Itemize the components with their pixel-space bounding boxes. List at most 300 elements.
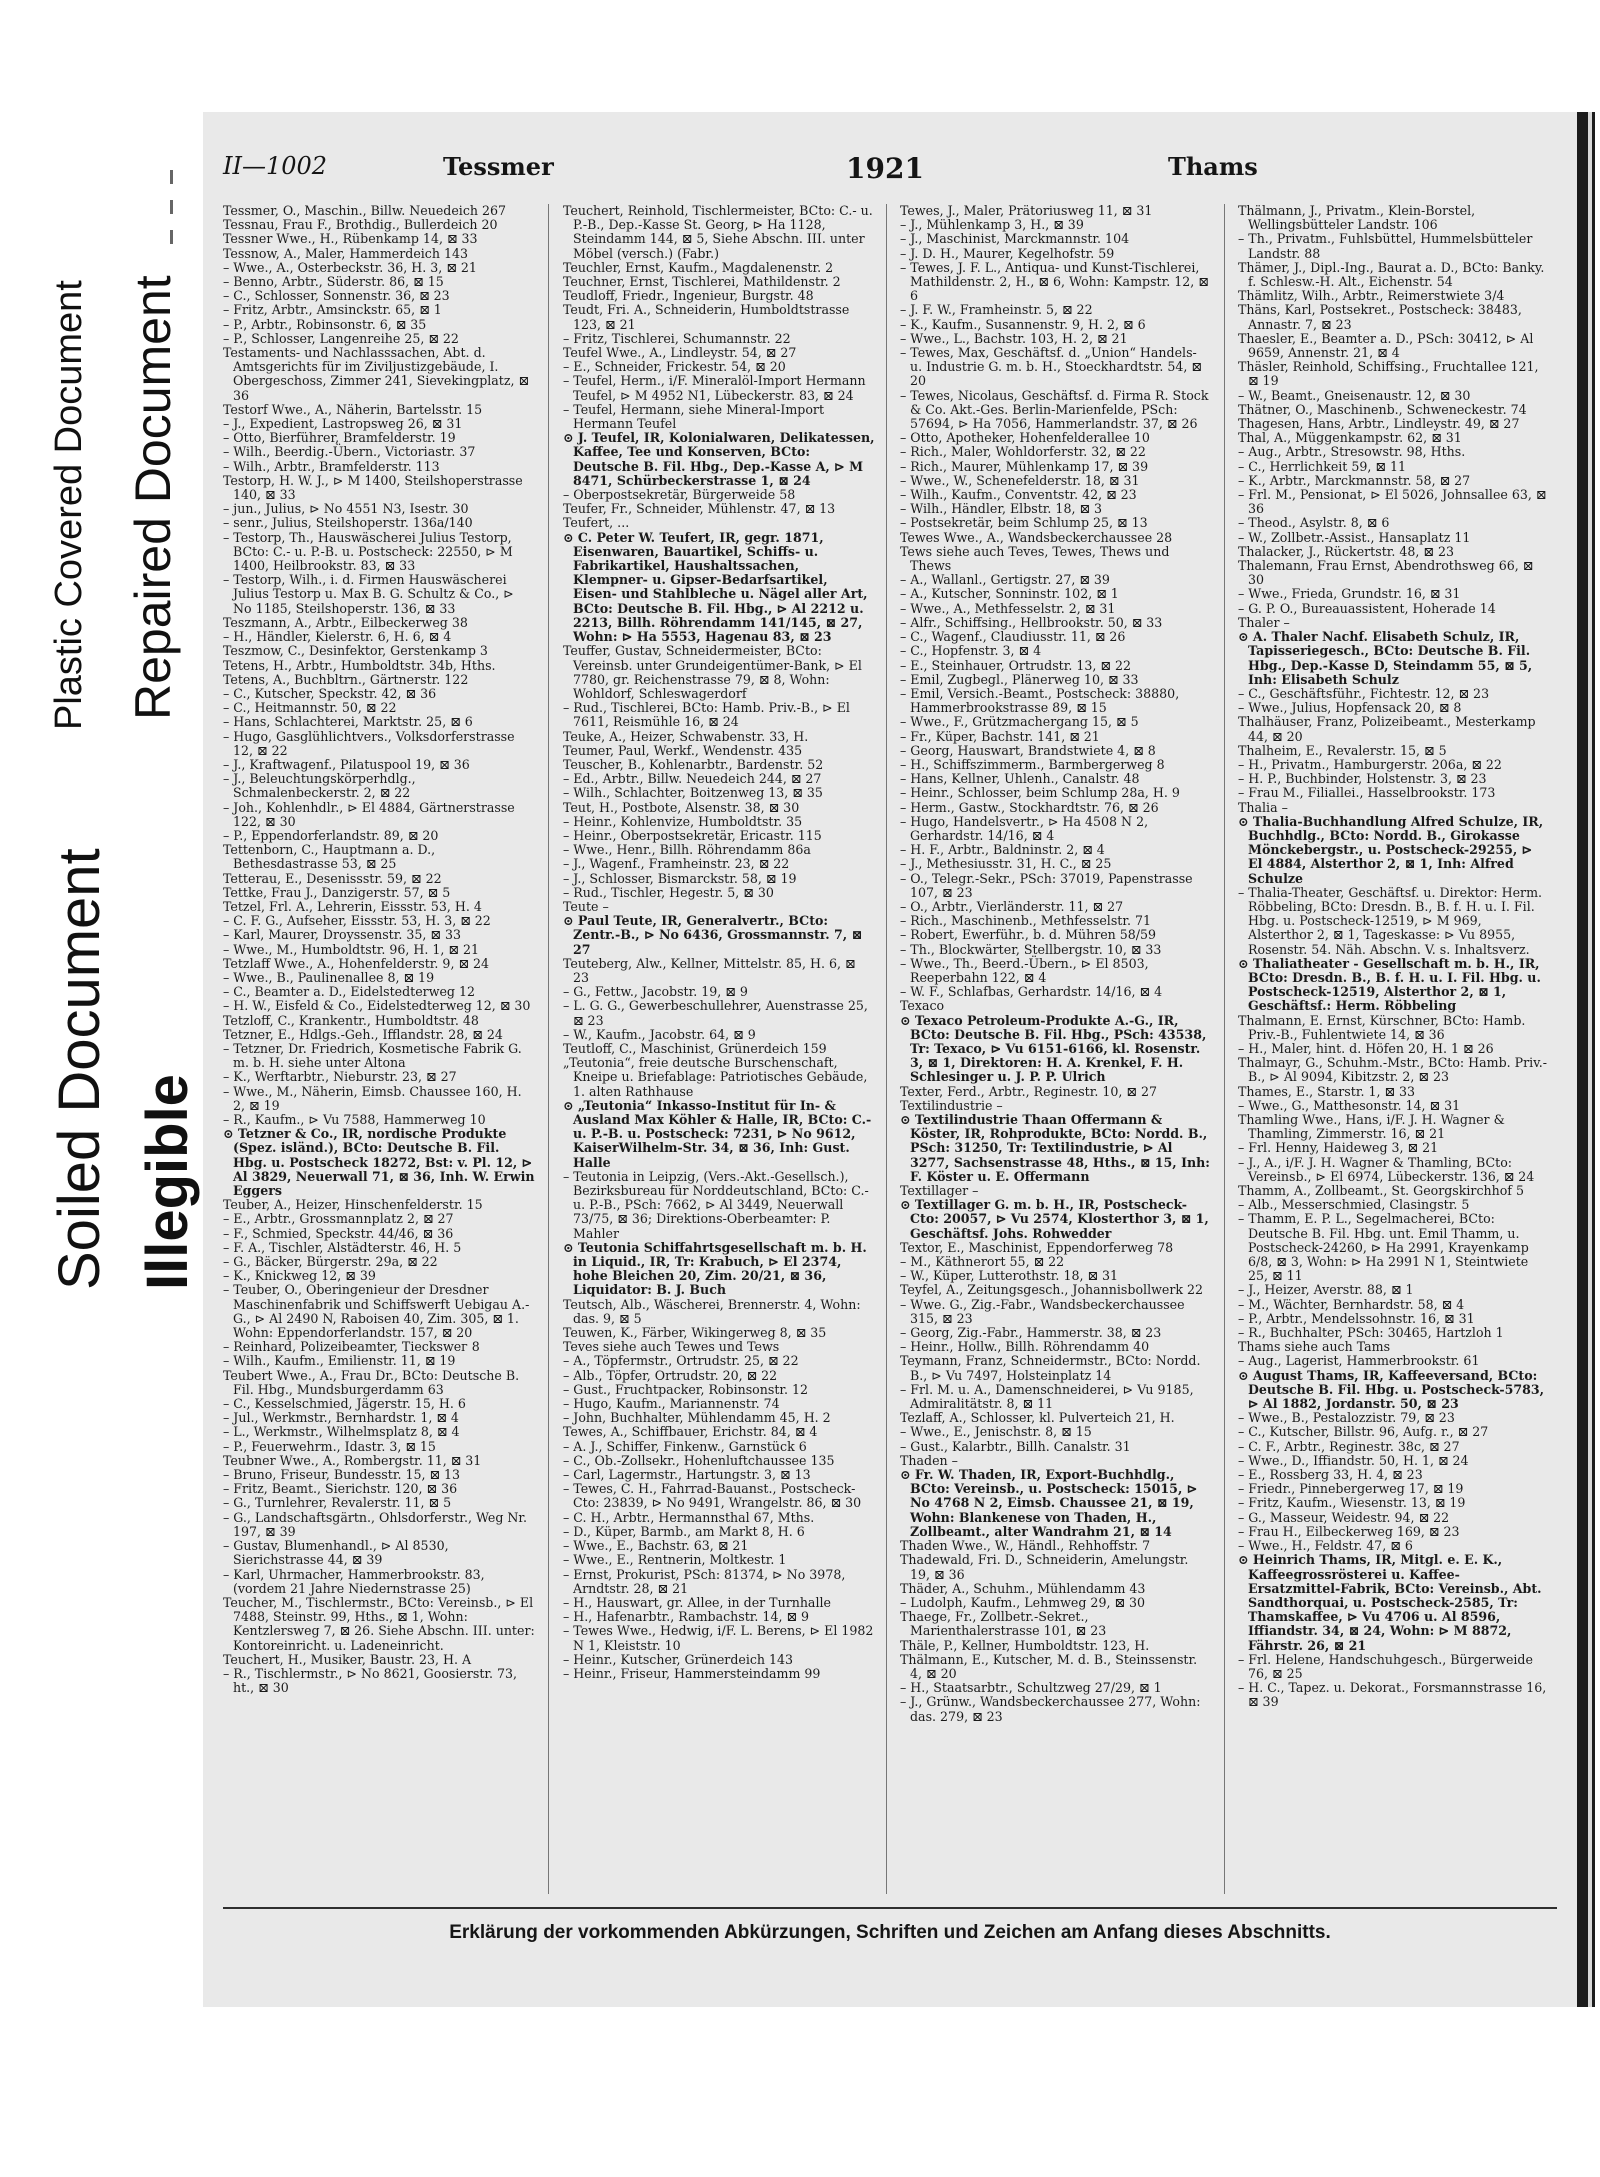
directory-entry: – Alb., Messerschmied, Clasingstr. 5: [1238, 1197, 1470, 1213]
directory-entry: Tessnow, A., Maler, Hammerdeich 143: [223, 245, 469, 261]
directory-entry: Teuchler, Ernst, Kaufm., Magdalenenstr. 2: [563, 259, 834, 275]
directory-entry: – Wwe. G., Zig.-Fabr., Wandsbeckerchaussee 315, ⊠ 23: [900, 1296, 1185, 1326]
directory-entry: – C., Heitmannstr. 50, ⊠ 22: [223, 700, 397, 716]
directory-column-1: [223, 204, 535, 1899]
directory-entry: – Wwe., Frieda, Grundstr. 16, ⊠ 31: [1238, 586, 1461, 602]
directory-entry: – J., Beleuchtungskörperhdlg., Schmalenbeckerstr. 2, ⊠ 22: [223, 771, 416, 801]
header-year: 1921: [846, 152, 924, 185]
label-illegible: Illegible: [135, 1074, 200, 1290]
directory-entry: – Gust., Kalarbtr., Billh. Canalstr. 31: [900, 1438, 1131, 1454]
directory-entry: – Wwe., D., Iffiandstr. 50, H. 1, ⊠ 24: [1238, 1452, 1469, 1468]
footer-note: Erklärung der vorkommenden Abkürzungen, Schriften und Zeichen am Anfang dieses Abschnitts.: [449, 1922, 1331, 1943]
directory-entry: – C., Kesselschmied, Jägerstr. 15, H. 6: [223, 1396, 466, 1412]
directory-entry: Testorp, H. W. J., ⊳ M 1400, Steilshoperstrasse 140, ⊠ 33: [223, 472, 523, 503]
directory-entry: – Ed., Arbtr., Billw. Neuedeich 244, ⊠ 27: [563, 771, 822, 787]
directory-entry: – Teufel, Herm., i/F. Mineralöl-Import Hermann Teufel, ⊳ M 4952 N1, Lübeckerstr. 83, ⊠ 24: [563, 373, 866, 403]
directory-entry: – H. F., Arbtr., Baldninstr. 2, ⊠ 4: [900, 842, 1105, 858]
directory-entry: – H., Staatsarbtr., Schultzweg 27/29, ⊠ 1: [900, 1680, 1162, 1696]
directory-entry: Thäsler, Reinhold, Schiffsing., Fruchtallee 121, ⊠ 19: [1238, 359, 1539, 389]
directory-entry: – Rud., Tischler, Hegestr. 5, ⊠ 30: [563, 884, 774, 900]
directory-entry: Teszmann, A., Arbtr., Eilbeckerweg 38: [223, 614, 468, 630]
directory-entry: Thäle, P., Kellner, Humboldtstr. 123, H.: [900, 1637, 1150, 1653]
directory-entry: ⊙ J. Teufel, IR, Kolonialwaren, Delikatessen, Kaffee, Tee und Konserven, BCto: Deutsche B. Fil. Hbg., Dep.-Kasse A, ⊳ M 8471, Schürbeckerstrasse 1, ⊠ 24: [563, 430, 875, 488]
directory-entry: – Testorp, Wilh., i. d. Firmen Hauswäscherei Julius Testorp u. Max B. G. Schultz & Co., ⊳ No 1185, Steilshoperstr. 136, ⊠ 33: [223, 572, 514, 616]
directory-entry: – P., Feuerwehrm., Idastr. 3, ⊠ 15: [223, 1438, 436, 1454]
directory-column-4: [1238, 204, 1550, 1899]
directory-entry: – O., Telegr.-Sekr., PSch: 37019, Papenstrasse 107, ⊠ 23: [900, 870, 1193, 900]
directory-entry: ⊙ Thalia-Buchhandlung Alfred Schulze, IR, Buchhdlg., BCto: Nordd. B., Girokasse Mönckebergstr., u. Postscheck-29255, ⊳ El 4884, Alsterthor 2, ⊠ 1, Inh: Alfred Schulze: [1238, 813, 1544, 886]
directory-entry: – Karl, Maurer, Droyssenstr. 35, ⊠ 33: [223, 927, 461, 943]
directory-entry: Thamm, A., Zollbeamt., St. Georgskirchhof 5: [1238, 1183, 1524, 1199]
directory-entry: – Teuber, O., Oberingenieur der Dresdner Maschinenfabrik und Schiffswerft Uebigau A.-G., ⊳ Al 2490 N, Raboisen 40, Zim. 305, ⊠ 1. Wohn: Eppendorferlandstr. 157, ⊠ 20: [223, 1282, 530, 1341]
directory-entry: – Emil, Versich.-Beamt., Postscheck: 38880, Hammerbrookstrasse 89, ⊠ 15: [900, 685, 1180, 716]
directory-entry: – K., Kaufm., Susannenstr. 9, H. 2, ⊠ 6: [900, 316, 1146, 332]
directory-entry: ⊙ Tetzner & Co., IR, nordische Produkte (Spez. isländ.), BCto: Deutsche B. Fil. Hbg. u. Postscheck 18272, Bst: v. Pl. 12, ⊳ Al 3829, Neuerwall 71, ⊠ 36, Inh. W. Erwin Eggers: [223, 1126, 535, 1199]
directory-entry: Tewes, J., Maler, Prätoriusweg 11, ⊠ 31: [900, 204, 1153, 218]
directory-entry: ⊙ Heinrich Thams, IR, Mitgl. e. E. K., Kaffeegrossrösterei u. Kaffee-Ersatzmittel-Fabrik, BCto: Vereinsb., Abt. Sandthorquai, u. Postscheck-2585, Tr: Thamskaffee, ⊳ Vu 4706 u. Al 8596, Iffiandstr. 34, ⊠ 24, Wohn: ⊳ M 8872, Fährstr. 26, ⊠ 21: [1238, 1552, 1542, 1653]
directory-entry: Thälmann, J., Privatm., Klein-Borstel, Wellingsbütteler Landstr. 106: [1238, 204, 1476, 233]
directory-entry: – Heinr., Kohlenvize, Humboldtstr. 35: [563, 813, 803, 829]
directory-entry: – jun., Julius, ⊳ No 4551 N3, Isestr. 30: [223, 501, 469, 517]
directory-entry: Tetens, A., Buchbltrn., Gärtnerstr. 122: [223, 671, 469, 687]
directory-entry: Thaden Wwe., W., Händl., Rehhoffstr. 7: [900, 1538, 1151, 1554]
directory-entry: Tetens, H., Arbtr., Humboldtstr. 34b, Hths.: [223, 657, 496, 673]
directory-entry: Tessnau, Frau F., Brothdig., Bullerdeich 20: [223, 217, 498, 233]
margin-dash: [170, 230, 173, 244]
directory-entry: – Heinr., Schlosser, beim Schlump 28a, H. 9: [900, 785, 1180, 801]
directory-entry: – H., Händler, Kielerstr. 6, H. 6, ⊠ 4: [223, 629, 452, 645]
directory-entry: Teufer, Fr., Schneider, Mühlenstr. 47, ⊠ 13: [563, 501, 836, 517]
directory-entry: Thaesler, E., Beamter a. D., PSch: 30412, ⊳ Al 9659, Annenstr. 21, ⊠ 4: [1238, 330, 1534, 361]
directory-entry: – Hans, Kellner, Uhlenh., Canalstr. 48: [900, 771, 1140, 787]
directory-entry: Teufert, ...: [563, 515, 630, 531]
page-edge-shadow: [1577, 112, 1595, 2007]
directory-entry: Teudt, Fri. A., Schneiderin, Humboldtstrasse 123, ⊠ 21: [563, 302, 850, 332]
directory-entry: Thalmayr, G., Schuhm.-Mstr., BCto: Hamb. Priv.-B., ⊳ Al 9094, Kibitzstr. 2, ⊠ 23: [1238, 1055, 1548, 1085]
directory-entry: Teuchert, H., Musiker, Baustr. 23, H. A: [223, 1651, 472, 1667]
directory-entry: – Frau H., Eilbeckerweg 169, ⊠ 23: [1238, 1523, 1460, 1539]
directory-entry: – John, Buchhalter, Mühlendamm 45, H. 2: [563, 1410, 831, 1426]
directory-entry: – P., Eppendorferlandstr. 89, ⊠ 20: [223, 827, 439, 843]
directory-entry: – L. G. G., Gewerbeschullehrer, Auenstrasse 25, ⊠ 23: [563, 998, 868, 1028]
directory-entry: – J. D. H., Maurer, Kegelhofstr. 59: [900, 245, 1115, 261]
directory-entry: – J., Kraftwagenf., Pilatuspool 19, ⊠ 36: [223, 756, 470, 772]
directory-entry: Textillager –: [900, 1183, 979, 1199]
directory-entry: – Wwe., H., Feldstr. 47, ⊠ 6: [1238, 1538, 1413, 1554]
directory-entry: – Wwe., Th., Beerd.-Übern., ⊳ El 8503, Reeperbahn 122, ⊠ 4: [900, 955, 1149, 985]
directory-entry: Tetzlaff Wwe., A., Hohenfelderstr. 9, ⊠ 24: [223, 955, 490, 971]
directory-entry: – M., Käthnerort 55, ⊠ 22: [900, 1254, 1065, 1270]
directory-entry: – F., Schmied, Speckstr. 44/46, ⊠ 36: [223, 1225, 454, 1241]
directory-entry: Teufel Wwe., A., Lindleystr. 54, ⊠ 27: [563, 345, 797, 361]
directory-entry: – Frau M., Filiallei., Hasselbrookstr. 173: [1238, 785, 1496, 801]
page-number: II—1002: [223, 152, 328, 180]
directory-entry: – Fritz, Kaufm., Wiesenstr. 13, ⊠ 19: [1238, 1495, 1466, 1511]
directory-entry: ⊙ Teutonia Schiffahrtsgesellschaft m. b. H. in Liquid., IR, Tr: Krabuch, ⊳ El 2374, hohe Bleichen 20, Zim. 20/21, ⊠ 36, Liquidator: B. J. Buch: [563, 1239, 867, 1298]
directory-entry: – W., Kaufm., Jacobstr. 64, ⊠ 9: [563, 1026, 756, 1042]
directory-entry: – Wilh., Kaufm., Emilienstr. 11, ⊠ 19: [223, 1353, 456, 1369]
directory-column-2: [563, 204, 875, 1899]
directory-entry: – J., A., i/F. J. H. Wagner & Thamling, BCto: Vereinsb., ⊳ El 6974, Lübeckerstr. 136, ⊠ 24: [1238, 1154, 1535, 1184]
directory-entry: – H., Hauswart, gr. Allee, in der Turnhalle: [563, 1594, 831, 1610]
directory-entry: Teutloff, C., Maschinist, Grünerdeich 159: [563, 1040, 827, 1056]
label-soiled-document: Soiled Document: [47, 848, 112, 1290]
directory-entry: – J., Methesiusstr. 31, H. C., ⊠ 25: [900, 856, 1112, 872]
directory-entry: Texaco: [900, 998, 945, 1014]
directory-entry: – Theod., Asylstr. 8, ⊠ 6: [1238, 515, 1390, 531]
directory-entry: – Ludolph, Kaufm., Lehmweg 29, ⊠ 30: [900, 1594, 1146, 1610]
directory-entry: – D., Küper, Barmb., am Markt 8, H. 6: [563, 1523, 805, 1539]
directory-entry: – Wwe., G., Matthesonstr. 14, ⊠ 31: [1238, 1097, 1461, 1113]
directory-entry: – C., Schlosser, Sonnenstr. 36, ⊠ 23: [223, 288, 450, 304]
directory-entry: – Wwe., B., Paulinenallee 8, ⊠ 19: [223, 969, 435, 985]
directory-entry: – G., Turnlehrer, Revalerstr. 11, ⊠ 5: [223, 1495, 452, 1511]
directory-entry: – Wwe., Henr., Billh. Röhrendamm 86a: [563, 842, 811, 858]
directory-entry: Teyfel, A., Zeitungsgesch., Johannisbollwerk 22: [900, 1282, 1204, 1298]
header-last-entry: Thams: [1168, 152, 1258, 181]
directory-entry: – Georg, Hauswart, Brandstwiete 4, ⊠ 8: [900, 742, 1156, 758]
directory-entry: – Fritz, Arbtr., Amsinckstr. 65, ⊠ 1: [223, 302, 442, 318]
directory-entry: – Th., Blockwärter, Stellbergstr. 10, ⊠ 33: [900, 941, 1162, 957]
directory-entry: ⊙ August Thams, IR, Kaffeeversand, BCto: Deutsche B. Fil. Hbg. u. Postscheck-5783, ⊳ Al 1882, Jordanstr. 50, ⊠ 23: [1238, 1367, 1545, 1412]
directory-entry: – A., Töpfermstr., Ortrudstr. 25, ⊠ 22: [563, 1353, 799, 1369]
header-first-entry: Tessmer: [443, 152, 554, 181]
directory-entry: – J., Wagenf., Framheinstr. 23, ⊠ 22: [563, 856, 790, 872]
directory-entry: – E., Steinhauer, Ortrudstr. 13, ⊠ 22: [900, 657, 1131, 673]
directory-entry: – Wwe., Julius, Hopfensack 20, ⊠ 8: [1238, 700, 1462, 716]
directory-entry: Thäder, A., Schuhm., Mühlendamm 43: [900, 1580, 1146, 1596]
directory-entry: – H., Privatm., Hamburgerstr. 206a, ⊠ 22: [1238, 756, 1502, 772]
directory-column-3: [900, 204, 1212, 1899]
directory-entry: Testaments- und Nachlasssachen, Abt. d. Amtsgerichts für im Ziviljustizgebäude, I. Obergeschoss, Zimmer 241, Sievekingplatz, ⊠ 36: [223, 345, 530, 403]
directory-entry: – Otto, Apotheker, Hohenfelderallee 10: [900, 430, 1150, 446]
directory-entry: Teutsch, Alb., Wäscherei, Brennerstr. 4, Wohn: das. 9, ⊠ 5: [563, 1296, 861, 1326]
directory-entry: – Benno, Arbtr., Süderstr. 86, ⊠ 15: [223, 274, 444, 290]
directory-entry: – G. P. O., Bureauassistent, Hoherade 14: [1238, 600, 1496, 616]
directory-entry: – Rich., Maurer, Mühlenkamp 17, ⊠ 39: [900, 458, 1149, 474]
directory-entry: – M., Wächter, Bernhardstr. 58, ⊠ 4: [1238, 1296, 1465, 1312]
directory-entry: Teszmow, C., Desinfektor, Gerstenkamp 3: [223, 643, 488, 659]
directory-entry: – Wwe., E., Rentnerin, Moltkestr. 1: [563, 1552, 787, 1568]
directory-entry: – C., Kutscher, Billstr. 96, Aufg. r., ⊠ 27: [1238, 1424, 1489, 1440]
directory-entry: – Wwe., W., Schenefelderstr. 18, ⊠ 31: [900, 472, 1140, 488]
directory-entry: – K., Knickweg 12, ⊠ 39: [223, 1268, 376, 1284]
directory-entry: ⊙ Fr. W. Thaden, IR, Export-Buchhdlg., BCto: Vereinsb., u. Postscheck: 15015, ⊳ No 4768 N 2, Eimsb. Chaussee 21, ⊠ 19, Wohn: Blankenese von Thaden, H., Zollbeamt., alter Wandrahm 21, ⊠ 14: [900, 1467, 1198, 1539]
directory-entry: Thalacker, J., Rückertstr. 48, ⊠ 23: [1238, 543, 1455, 559]
directory-entry: Teudloff, Friedr., Ingenieur, Burgstr. 48: [563, 288, 814, 304]
directory-entry: ⊙ Textillager G. m. b. H., IR, Postscheck-Cto: 20057, ⊳ Vu 2574, Klosterthor 3, ⊠ 1, Geschäftsf. Johs. Rohwedder: [900, 1197, 1209, 1241]
directory-entry: – J., Expedient, Lastropsweg 26, ⊠ 31: [223, 416, 463, 432]
directory-entry: – G., Landschaftsgärtn., Ohlsdorferstr., Weg Nr. 197, ⊠ 39: [223, 1509, 528, 1539]
directory-entry: Teuteberg, Alw., Kellner, Mittelstr. 85, H. 6, ⊠ 23: [563, 955, 856, 985]
directory-entry: – G., Masseur, Weidestr. 94, ⊠ 22: [1238, 1509, 1450, 1525]
directory-entry: – Hugo, Kaufm., Mariannenstr. 74: [563, 1396, 780, 1412]
directory-entry: – W., Zollbetr.-Assist., Hansaplatz 11: [1238, 529, 1471, 545]
directory-entry: – senr., Julius, Steilshoperstr. 136a/140: [223, 515, 473, 531]
directory-entry: Teves siehe auch Tewes und Tews: [563, 1339, 780, 1355]
directory-entry: – Frl. M., Pensionat, ⊳ El 5026, Johnsallee 63, ⊠ 36: [1238, 487, 1547, 517]
directory-entry: – Oberpostsekretär, Bürgerweide 58: [563, 487, 796, 503]
directory-entry: ⊙ Thaliatheater - Gesellschaft m. b. H., IR, BCto: Dresdn. B., B. f. H. u. I. Fil. Hbg. u. Postscheck-12519, Alsterthor 2, ⊠ 1, Geschäftsf.: Herm. Röbbeling: [1238, 955, 1541, 1014]
column-divider: [886, 204, 887, 1894]
directory-entry: – Tewes Wwe., Hedwig, i/F. L. Berens, ⊳ El 1982 N 1, Kleiststr. 10: [563, 1623, 874, 1653]
margin-dash: [170, 170, 173, 184]
directory-entry: – H., Maler, hint. d. Höfen 20, H. 1 ⊠ 26: [1238, 1040, 1494, 1056]
directory-entry: – Gustav, Blumenhandl., ⊳ Al 8530, Sierichstrasse 44, ⊠ 39: [223, 1538, 449, 1568]
directory-entry: – Heinr., Hollw., Billh. Röhrendamm 40: [900, 1339, 1150, 1355]
directory-entry: – Frl. Helene, Handschuhgesch., Bürgerweide 76, ⊠ 25: [1238, 1651, 1533, 1681]
directory-entry: – Thamm, E. P. L., Segelmacherei, BCto: Deutsche B. Fil. Hbg. unt. Emil Thamm, u. Postscheck-24260, ⊳ Ha 2991, Krayenkamp 6/8, ⊠ 3, Wohn: ⊳ Ha 2991 N 1, Steintwiete 25, ⊠ 11: [1238, 1211, 1529, 1284]
document-condition-labels: [0, 0, 200, 2177]
directory-entry: Thadewald, Fri. D., Schneiderin, Amelungstr. 19, ⊠ 36: [900, 1552, 1189, 1582]
directory-entry: Thalhäuser, Franz, Polizeibeamt., Mesterkamp 44, ⊠ 20: [1238, 714, 1536, 744]
directory-entry: – C., Geschäftsführ., Fichtestr. 12, ⊠ 23: [1238, 685, 1490, 701]
footer-rule: [223, 1907, 1557, 1909]
directory-entry: Tewes Wwe., A., Wandsbeckerchaussee 28: [900, 529, 1173, 545]
directory-entry: Thagesen, Hans, Arbtr., Lindleystr. 49, ⊠ 27: [1238, 416, 1520, 432]
directory-entry: – Herm., Gastw., Stockhardtstr. 76, ⊠ 26: [900, 799, 1159, 815]
directory-entry: – Jul., Werkmstr., Bernhardstr. 1, ⊠ 4: [223, 1410, 459, 1426]
directory-entry: – G., Fettw., Jacobstr. 19, ⊠ 9: [563, 984, 748, 1000]
directory-entry: Tews siehe auch Teves, Tewes, Thews und Thews: [900, 543, 1170, 574]
directory-entry: – Friedr., Pinnebergerweg 17, ⊠ 19: [1238, 1481, 1464, 1497]
margin-dash: [170, 200, 173, 214]
directory-entry: Teut, H., Postbote, Alsenstr. 38, ⊠ 30: [563, 799, 800, 815]
directory-entry: Teymann, Franz, Schneidermstr., BCto: Nordd. B., ⊳ Vu 7497, Holsteinplatz 14: [900, 1353, 1201, 1383]
directory-entry: – Rich., Maler, Wohldorferstr. 32, ⊠ 22: [900, 444, 1146, 460]
directory-entry: – Tewes, Max, Geschäftsf. d. „Union“ Handels- u. Industrie G. m. b. H., Stoeckhardtstr. 54, ⊠ 20: [900, 345, 1202, 389]
directory-entry: – Aug., Arbtr., Stresowstr. 98, Hths.: [1238, 444, 1466, 460]
directory-entry: – Karl, Uhrmacher, Hammerbrookstr. 83, (vordem 21 Jahre Niedernstrasse 25): [223, 1566, 485, 1596]
directory-entry: – Reinhard, Polizeibeamter, Tieckswег 8: [223, 1339, 480, 1355]
directory-entry: – F. A., Tischler, Alstädterstr. 46, H. 5: [223, 1239, 462, 1255]
directory-entry: – J., Maschinist, Marckmannstr. 104: [900, 231, 1130, 247]
directory-entry: – Tewes, Nicolaus, Geschäftsf. d. Firma R. Stock & Co. Akt.-Ges. Berlin-Marienfelde, PSch: 57694, ⊳ Ha 7056, Hammerlandstr. 37, ⊠ 26: [900, 387, 1209, 432]
directory-entry: Thams siehe auch Tams: [1238, 1339, 1391, 1355]
directory-entry: – Georg, Zig.-Fabr., Hammerstr. 38, ⊠ 23: [900, 1325, 1162, 1341]
directory-entry: – H. W., Eisfeld & Co., Eidelstedterweg 12, ⊠ 30: [223, 998, 531, 1014]
label-plastic-covered-document: Plastic Covered Document: [48, 280, 90, 730]
directory-entry: – E., Schneider, Frickestr. 54, ⊠ 20: [563, 359, 786, 375]
directory-entry: Thalia –: [1238, 799, 1288, 815]
directory-entry: ⊙ A. Thaler Nachf. Elisabeth Schulz, IR, Tapisseriegesch., BCto: Deutsche B. Fil. Hbg., Dep.-Kasse D, Steindamm 55, ⊠ 5, Inh: Elisabeth Schulz: [1238, 629, 1533, 687]
directory-entry: – Wilh., Beerdig.-Übern., Victoriastr. 37: [223, 444, 476, 460]
directory-entry: – Th., Privatm., Fuhlsbüttel, Hummelsbütteler Landstr. 88: [1238, 231, 1533, 261]
directory-entry: – Wwe., F., Grützmachergang 15, ⊠ 5: [900, 714, 1139, 730]
directory-entry: Teumer, Paul, Werkf., Wendenstr. 435: [563, 742, 803, 758]
directory-entry: – Aug., Lagerist, Hammerbrookstr. 61: [1238, 1353, 1480, 1369]
directory-entry: Tessmer, O., Maschin., Billw. Neuedeich 267: [223, 204, 507, 218]
directory-entry: – C., Wagenf., Claudiusstr. 11, ⊠ 26: [900, 629, 1126, 645]
directory-entry: – Robert, Ewerführ., b. d. Mühren 58/59: [900, 927, 1157, 943]
directory-entry: – Wwe., M., Humboldtstr. 96, H. 1, ⊠ 21: [223, 941, 480, 957]
directory-entry: Teuke, A., Heizer, Schwabenstr. 33, H.: [563, 728, 809, 744]
directory-entry: Tezlaff, A., Schlosser, kl. Pulverteich 21, H.: [900, 1410, 1175, 1426]
directory-entry: – C. H., Arbtr., Hermannsthal 67, Mths.: [563, 1509, 815, 1525]
directory-entry: – W. F., Schlafbas, Gerhardstr. 14/16, ⊠ 4: [900, 984, 1163, 1000]
directory-entry: Thämlitz, Wilh., Arbtr., Reimerstwiete 3/4: [1238, 288, 1505, 304]
directory-entry: Teubert Wwe., A., Frau Dr., BCto: Deutsche B. Fil. Hbg., Mundsburgerdamm 63: [223, 1367, 520, 1397]
directory-entry: – R., Tischlermstr., ⊳ No 8621, Goosierstr. 73, ht., ⊠ 30: [223, 1665, 518, 1696]
directory-entry: – C. F., Arbtr., Reginestr. 38c, ⊠ 27: [1238, 1438, 1460, 1454]
directory-entry: Teuscher, B., Kohlenarbtr., Bardenstr. 52: [563, 756, 824, 772]
directory-entry: – A. J., Schiffer, Finkenw., Garnstück 6: [563, 1438, 807, 1454]
directory-entry: – H. C., Tapez. u. Dekorat., Forsmannstrasse 16, ⊠ 39: [1238, 1680, 1547, 1710]
directory-entry: – Ernst, Prokurist, PSch: 81374, ⊳ No 3978, Arndtstr. 28, ⊠ 21: [563, 1566, 846, 1596]
directory-entry: Teucher, M., Tischlermstr., BCto: Vereinsb., ⊳ El 7488, Steinstr. 99, Hths., ⊠ 1, Wohn: Kentzlersweg 7, ⊠ 26. Siehe Abschn. III. unter: Kontoreinricht. u. Ladeneinricht.: [223, 1594, 535, 1653]
directory-entry: – J., Heizer, Averstr. 88, ⊠ 1: [1238, 1282, 1414, 1298]
page-edge-highlight: [1588, 112, 1592, 2007]
directory-entry: – W., Beamt., Gneisenaustr. 12, ⊠ 30: [1238, 387, 1471, 403]
directory-entry: Testorf Wwe., A., Näherin, Bartelsstr. 15: [223, 401, 483, 417]
directory-entry: – Rich., Maschinenb., Methfesselstr. 71: [900, 913, 1152, 929]
directory-entry: – Wwe., A., Osterbeckstr. 36, H. 3, ⊠ 21: [223, 259, 477, 275]
directory-entry: – C., Ob.-Zollsekr., Hohenluftchaussee 135: [563, 1452, 835, 1468]
directory-entry: – Teufel, Hermann, siehe Mineral-Import Hermann Teufel: [563, 401, 825, 432]
directory-entry: – J., Schlosser, Bismarckstr. 58, ⊠ 19: [563, 870, 797, 886]
directory-entry: – G., Bäcker, Bürgerstr. 29a, ⊠ 22: [223, 1254, 438, 1270]
directory-entry: Tessner Wwe., H., Rübenkamp 14, ⊠ 33: [223, 231, 478, 247]
directory-entry: Tewes, A., Schiffbauer, Erichstr. 84, ⊠ 4: [563, 1424, 818, 1440]
directory-entry: – H., Schiffszimmerm., Barmbergerweg 8: [900, 756, 1165, 772]
directory-entry: „Teutonia“, freie deutsche Burschenschaft, Kneipe u. Briefablage: Patriotisches Gebäude, 1. alten Rathhause: [563, 1055, 868, 1099]
directory-entry: – C., Kutscher, Speckstr. 42, ⊠ 36: [223, 685, 437, 701]
directory-entry: – Teutonia in Leipzig, (Vers.-Akt.-Gesellsch.), Bezirksbureau für Norddeutschland, BCto: C.- u. P.-B., PSch: 7662, ⊳ Al 3449, Neuerwall 73/75, ⊠ 36; Direktions-Oberbeamter: P. Mahler: [563, 1168, 869, 1241]
directory-entry: – Carl, Lagermstr., Hartungstr. 3, ⊠ 13: [563, 1467, 811, 1483]
directory-entry: – W., Küper, Lutterothstr. 18, ⊠ 31: [900, 1268, 1119, 1284]
directory-entry: – Heinr., Oberpostsekretär, Ericastr. 115: [563, 827, 822, 843]
directory-entry: – Wilh., Schlachter, Boitzenweg 13, ⊠ 35: [563, 785, 823, 801]
directory-entry: – Tewes, J. F. L., Antiqua- und Kunst-Tischlerei, Mathildenstr. 2, H., ⊠ 6, Wohn: Kampstr. 12, ⊠ 6: [900, 259, 1209, 304]
directory-entry: – Testorp, Th., Hauswäscherei Julius Testorp, BCto: C.- u. P.-B. u. Postscheck: 22550, ⊳ M 1400, Heilbrookstr. 83, ⊠ 33: [223, 529, 513, 574]
directory-entry: ⊙ „Teutonia“ Inkasso-Institut für In- & Ausland Max Köhler & Halle, IR, BCto: C.- u. P.-B. u. Postscheck: 7231, ⊳ No 9612, KaiserWilhelm-Str. 34, ⊠ 36, Inh: Gust. Halle: [563, 1097, 872, 1170]
directory-entry: – P., Arbtr., Mendelssohnstr. 16, ⊠ 31: [1238, 1310, 1475, 1326]
directory-entry: Tetzel, Frl. A., Lehrerin, Eissstr. 53, H. 4: [223, 898, 482, 914]
directory-entry: Thaden –: [900, 1452, 958, 1468]
directory-entry: – C., Beamter a. D., Eidelstedterweg 12: [223, 984, 476, 1000]
directory-entry: Thälmann, E., Kutscher, M. d. B., Steinssenstr. 4, ⊠ 20: [900, 1651, 1198, 1681]
directory-entry: – Wwe., E., Bachstr. 63, ⊠ 21: [563, 1538, 749, 1554]
page-header: [218, 152, 1557, 188]
directory-entry: – C. F. G., Aufseher, Eissstr. 53, H. 3, ⊠ 22: [223, 913, 491, 929]
directory-entry: – H., Hafenarbtr., Rambachstr. 14, ⊠ 9: [563, 1609, 810, 1625]
directory-entry: Thamling Wwe., Hans, i/F. J. H. Wagner & Thamling, Zimmerstr. 16, ⊠ 21: [1238, 1112, 1505, 1142]
directory-entry: – Otto, Bierführer, Bramfelderstr. 19: [223, 430, 456, 446]
directory-entry: – Frl. M. u. A., Damenschneiderei, ⊳ Vu 9185, Admiralitätstr. 8, ⊠ 11: [900, 1381, 1194, 1412]
column-divider: [1224, 204, 1225, 1894]
directory-entry: – Wwe., L., Bachstr. 103, H. 2, ⊠ 21: [900, 330, 1128, 346]
directory-entry: – J., Mühlenkamp 3, H., ⊠ 39: [900, 217, 1084, 233]
directory-entry: – Fritz, Beamt., Sierichstr. 120, ⊠ 36: [223, 1481, 458, 1497]
directory-entry: Teuchert, Reinhold, Tischlermeister, BCto: C.- u. P.-B., Dep.-Kasse St. Georg, ⊳ Ha 1128, Steindamm 144, ⊠ 5, Siehe Abschn. III. unter Möbel (versch.) (Fabr.): [563, 204, 873, 261]
directory-entry: – R., Kaufm., ⊳ Vu 7588, Hammerweg 10: [223, 1112, 486, 1127]
directory-entry: Thalmann, E. Ernst, Kürschner, BCto: Hamb. Priv.-B., Fuhlentwiete 14, ⊠ 36: [1238, 1012, 1526, 1042]
directory-entry: – J. F. W., Framheinstr. 5, ⊠ 22: [900, 302, 1093, 318]
directory-entry: – Alb., Töpfer, Ortrudstr. 20, ⊠ 22: [563, 1367, 778, 1383]
directory-entry: Teuffer, Gustav, Schneidermeister, BCto: Vereinsb. unter Grundeigentümer-Bank, ⊳ El 7780, gr. Reichenstrasse 79, ⊠ 8, Wohn: Wohldorf, Schleswagerdorf: [563, 643, 862, 701]
directory-entry: Tetzloff, C., Krankentr., Humboldtstr. 48: [223, 1012, 479, 1028]
directory-entry: Thaege, Fr., Zollbetr.-Sekret., Marienthalerstrasse 101, ⊠ 23: [900, 1609, 1107, 1639]
directory-entry: Tettenborn, C., Hauptmann a. D., Bethesdastrasse 53, ⊠ 25: [223, 842, 436, 872]
directory-entry: Thalheim, E., Revalerstr. 15, ⊠ 5: [1238, 742, 1447, 758]
directory-entry: – Hugo, Handelsvertr., ⊳ Ha 4508 N 2, Gerhardstr. 14/16, ⊠ 4: [900, 813, 1149, 843]
directory-entry: Thäns, Karl, Postsekret., Postscheck: 38483, Annastr. 7, ⊠ 23: [1238, 302, 1522, 332]
directory-entry: Thal, A., Müggenkampstr. 62, ⊠ 31: [1238, 430, 1462, 446]
directory-entry: – Rud., Tischlerei, BCto: Hamb. Priv.-B., ⊳ El 7611, Reismühle 16, ⊠ 24: [563, 700, 850, 730]
directory-entry: – Wilh., Händler, Elbstr. 18, ⊠ 3: [900, 501, 1103, 517]
directory-entry: ⊙ Paul Teute, IR, Generalvertr., BCto: Zentr.-B., ⊳ No 6436, Grossmannstr. 7, ⊠ 27: [563, 913, 863, 957]
directory-entry: ⊙ Textilindustrie Thaan Offermann & Köster, IR, Rohprodukte, BCto: Nordd. B., PSch: 31250, Tr: Textilindustrie, ⊳ Al 3277, Sachsenstrasse 48, Hths., ⊠ 15, Inh: F. Köster u. E. Offermann: [900, 1112, 1210, 1184]
directory-entry: – A., Wallanl., Gertigstr. 27, ⊠ 39: [900, 572, 1110, 588]
directory-entry: – Hugo, Gasglühlichtvers., Volksdorferstrasse 12, ⊠ 22: [223, 728, 515, 758]
directory-entry: – Tetzner, Dr. Friedrich, Kosmetische Fabrik G. m. b. H. siehe unter Altona: [223, 1040, 522, 1071]
label-repaired-document: Repaired Document: [125, 275, 181, 720]
directory-entry: Tetterau, E., Desenissstr. 59, ⊠ 22: [223, 870, 442, 886]
directory-entry: – Wilh., Kaufm., Conventstr. 42, ⊠ 23: [900, 487, 1137, 503]
directory-entry: Thaler –: [1238, 614, 1290, 630]
directory-entry: – Wwe., B., Pestalozzistr. 79, ⊠ 23: [1238, 1410, 1455, 1426]
directory-entry: Textilindustrie –: [900, 1097, 1003, 1113]
directory-entry: – K., Arbtr., Marckmannstr. 58, ⊠ 27: [1238, 472, 1471, 488]
directory-entry: Thames, E., Starstr. 1, ⊠ 33: [1238, 1083, 1416, 1099]
directory-entry: – K., Werftarbtr., Nieburstr. 23, ⊠ 27: [223, 1069, 457, 1085]
directory-entry: – Wwe., A., Methfesselstr. 2, ⊠ 31: [900, 600, 1116, 616]
directory-entry: – Emil, Zugbegl., Plänerweg 10, ⊠ 33: [900, 671, 1139, 687]
directory-entry: ⊙ C. Peter W. Teufert, IR, gegr. 1871, Eisenwaren, Bauartikel, Schiffs- u. Fabrikartikel, Haushaltssachen, Klempner- u. Gipser-Bedarfsartikel, Eisen- und Stahlbleche u. Nägel aller Art, BCto: Deutsche B. Fil. Hbg., ⊳ Al 2212 u. 2213, Billh. Röhrendamm 141/145, ⊠ 27, Wohn: ⊳ Ha 5553, Hagenau 83, ⊠ 23: [563, 529, 868, 645]
directory-entry: Teubner Wwe., A., Rombergstr. 11, ⊠ 31: [223, 1452, 482, 1468]
directory-entry: – Postsekretär, beim Schlump 25, ⊠ 13: [900, 515, 1148, 531]
directory-entry: – Frl. Henny, Haideweg 3, ⊠ 21: [1238, 1140, 1439, 1156]
directory-entry: Teuchner, Ernst, Tischlerei, Mathildenstr. 2: [563, 274, 841, 290]
directory-entry: – P., Schlosser, Langenreihe 25, ⊠ 22: [223, 330, 459, 346]
directory-entry: – R., Buchhalter, PSch: 30465, Hartzloh 1: [1238, 1325, 1504, 1341]
directory-entry: – Fr., Küper, Bachstr. 141, ⊠ 21: [900, 728, 1100, 744]
directory-entry: Tetzner, E., Hdlgs.-Geh., Ifflandstr. 28, ⊠ 24: [223, 1026, 503, 1042]
directory-entry: – P., Arbtr., Robinsonstr. 6, ⊠ 35: [223, 316, 427, 332]
directory-entry: – Tewes, C. H., Fahrrad-Bauanst., Postscheck-Cto: 23839, ⊳ No 9491, Wrangelstr. 86, ⊠ 30: [563, 1481, 862, 1511]
directory-entry: – Gust., Fruchtpacker, Robinsonstr. 12: [563, 1381, 809, 1397]
directory-entry: – Wwe., E., Jenischstr. 8, ⊠ 15: [900, 1424, 1092, 1440]
directory-entry: Teuber, A., Heizer, Hinschenfelderstr. 15: [223, 1197, 483, 1213]
directory-entry: Textor, E., Maschinist, Eppendorferweg 78: [900, 1239, 1174, 1255]
directory-entry: – Wwe., M., Näherin, Eimsb. Chaussee 160, H. 2, ⊠ 19: [223, 1083, 522, 1113]
directory-entry: – C., Hopfenstr. 3, ⊠ 4: [900, 643, 1042, 659]
directory-entry: – J., Grünw., Wandsbeckerchaussee 277, Wohn: das. 279, ⊠ 23: [900, 1694, 1201, 1724]
directory-entry: – H. P., Buchbinder, Holstenstr. 3, ⊠ 23: [1238, 771, 1487, 787]
directory-entry: – L., Werkmstr., Wilhelmsplatz 8, ⊠ 4: [223, 1424, 460, 1440]
directory-entry: – E., Arbtr., Grossmannplatz 2, ⊠ 27: [223, 1211, 454, 1227]
directory-entry: Tettke, Frau J., Danzigerstr. 57, ⊠ 5: [223, 884, 451, 900]
column-divider: [548, 204, 549, 1894]
directory-entry: – Heinr., Friseur, Hammersteindamm 99: [563, 1665, 821, 1681]
directory-entry: Texter, Ferd., Arbtr., Reginestr. 10, ⊠ 27: [900, 1083, 1157, 1099]
directory-entry: – A., Kutscher, Sonninstr. 102, ⊠ 1: [900, 586, 1119, 602]
directory-entry: Thämer, J., Dipl.-Ing., Baurat a. D., BCto: Banky. f. Schlesw.-H. Alt., Eichenstr. 54: [1238, 259, 1545, 290]
directory-entry: – O., Arbtr., Vierländerstr. 11, ⊠ 27: [900, 898, 1124, 914]
directory-entry: – C., Herrlichkeit 59, ⊠ 11: [1238, 458, 1406, 474]
scanned-directory-page: [203, 112, 1577, 2007]
directory-entry: ⊙ Texaco Petroleum-Produkte A.-G., IR, BCto: Deutsche B. Fil. Hbg., PSch: 43538, Tr: Texaco, ⊳ Vu 6151-6166, kl. Rosenstr. 3, ⊠ 1, Direktoren: H. A. Krenkel, F. H. Schlesinger u. J. P. P. Ulrich: [900, 1012, 1207, 1085]
directory-entry: – E., Rossberg 33, H. 4, ⊠ 23: [1238, 1467, 1423, 1483]
directory-entry: – Joh., Kohlenhdlr., ⊳ El 4884, Gärtnerstrasse 122, ⊠ 30: [223, 799, 515, 829]
directory-entry: – Heinr., Kutscher, Grünerdeich 143: [563, 1651, 794, 1667]
directory-entry: – Fritz, Tischlerei, Schumannstr. 22: [563, 330, 791, 346]
directory-entry: – Bruno, Friseur, Bundesstr. 15, ⊠ 13: [223, 1467, 461, 1483]
directory-entry: – Hans, Schlachterei, Marktstr. 25, ⊠ 6: [223, 714, 473, 730]
directory-entry: Teuwen, K., Färber, Wikingerweg 8, ⊠ 35: [563, 1325, 827, 1341]
directory-entry: – Alfr., Schiffsing., Hellbrookstr. 50, ⊠ 33: [900, 614, 1163, 630]
directory-entry: Thalemann, Frau Ernst, Abendrothsweg 66, ⊠ 30: [1238, 558, 1534, 588]
